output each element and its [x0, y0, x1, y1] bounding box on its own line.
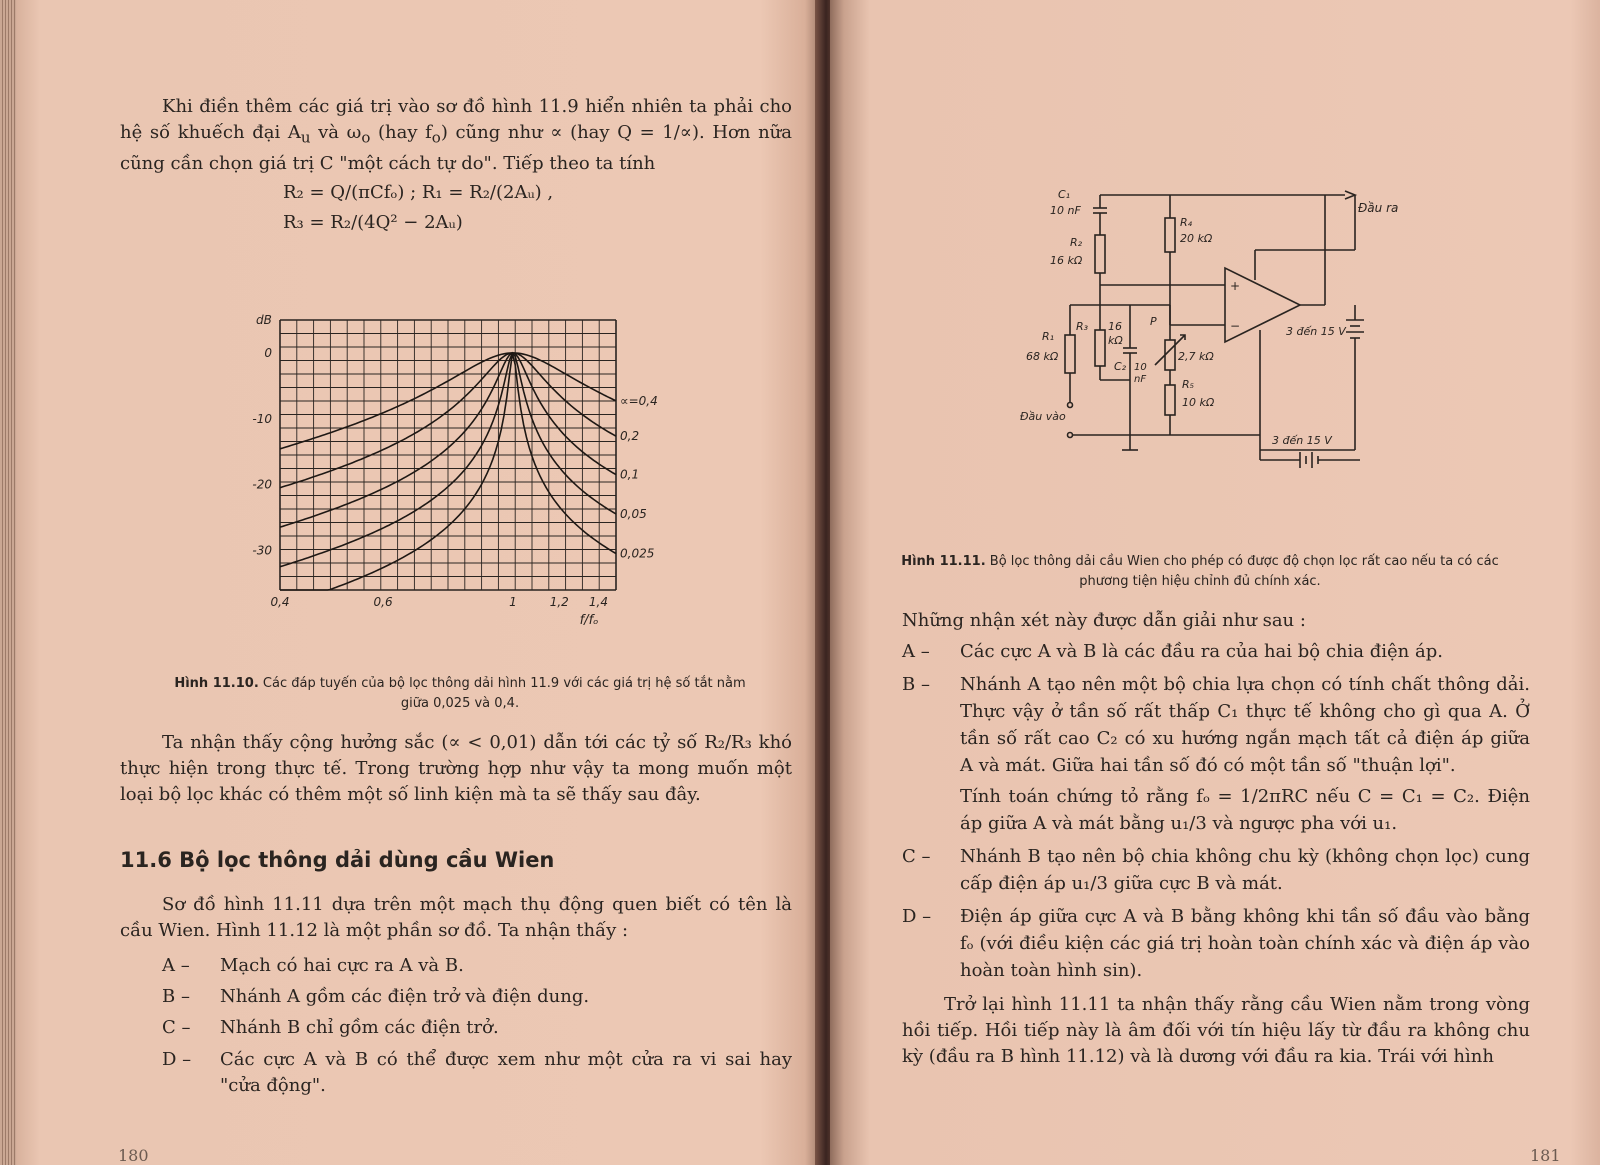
opamp-plus: + [1230, 279, 1241, 293]
x-tick-label: 1 [509, 595, 517, 609]
list-text: Nhánh A tạo nên một bộ chia lựa chọn có tính chất thông dải. Thực vậy ở tần số rất thấp C₁ thực tế không cho gì qua A. Ở tần số rất cao C₂ có xu hướng ngắn mạch tất cả điện áp giữa A và mát. Giữa hai tần số đó có một tần số "thuận lợi". [960, 674, 1530, 776]
right-page [830, 0, 1600, 1165]
section-heading: 11.6 Bộ lọc thông dải dùng cầu Wien [120, 848, 555, 872]
figure-11-11-caption [900, 552, 1500, 592]
right-body [902, 608, 1530, 1070]
list-item [902, 783, 1530, 837]
series-label: 0,025 [620, 546, 655, 561]
list-marker: A – [162, 955, 190, 976]
r1-label: R₁ [1042, 330, 1055, 343]
right-list [902, 638, 1530, 984]
list-item [162, 950, 792, 981]
paragraph-2-text: Ta nhận thấy cộng hưởng sắc (∝ < 0,01) dẫn tới các tỷ số R₂/R₃ khó thực hiện trong thực tế. Trong trường hợp như vậy ta mong muốn một loại bộ lọc khác có thêm một số linh kiện mà ta sẽ thấy sau đây. [120, 732, 792, 805]
r1-terminal [1068, 403, 1073, 408]
list-marker: C – [902, 846, 931, 867]
frequency-response-chart [240, 310, 680, 630]
p-label: P [1150, 315, 1157, 328]
x-tick-label: 0,6 [373, 595, 393, 609]
paragraph-3 [120, 892, 792, 1099]
r5-value: 10 kΩ [1182, 396, 1215, 409]
page-number-left: 180 [118, 1146, 149, 1165]
r4-value: 20 kΩ [1180, 232, 1213, 245]
r3-label: R₃ [1076, 320, 1089, 333]
y-tick-label: -30 [252, 543, 272, 558]
potentiometer-p [1165, 340, 1175, 370]
r3-value-b: kΩ [1108, 334, 1123, 347]
list-text: Điện áp giữa cực A và B bằng không khi tần số đầu vào bằng fₒ (với điều kiện các giá trị hoàn toàn chính xác và điện áp vào hoàn toàn hình sin). [960, 906, 1530, 981]
right-intro: Những nhận xét này được dẫn giải như sau : [902, 610, 1306, 631]
c1-value: 10 nF [1050, 204, 1081, 217]
list-text: Mạch có hai cực ra A và B. [220, 955, 464, 976]
caption-label: Hình 11.11. [901, 554, 986, 569]
list-text: Nhánh A gồm các điện trở và điện dung. [220, 986, 590, 1007]
input-terminal [1068, 433, 1073, 438]
c2-value-b: nF [1134, 374, 1147, 385]
intro-sub-3: o [431, 128, 441, 147]
figure-11-10-caption [160, 674, 760, 714]
list-item [902, 903, 1530, 984]
c1-label: C₁ [1058, 188, 1071, 201]
left-list [120, 950, 792, 1099]
list-text: Các cực A và B có thể được xem như một cửa ra vi sai hay "cửa động". [220, 1049, 792, 1096]
list-marker: D – [162, 1049, 192, 1070]
intro-sub-1: u [300, 128, 311, 147]
r3-value-a: 16 [1108, 320, 1122, 333]
y-tick-label: 0 [264, 345, 272, 360]
y-tick-label: -20 [252, 477, 272, 492]
supply-2-label: 3 đến 15 V [1272, 434, 1332, 447]
caption-text: Bộ lọc thông dải cầu Wien cho phép có được độ chọn lọc rất cao nếu ta có các phương tiện hiệu chỉnh đủ chính xác. [989, 554, 1499, 589]
c2-value-a: 10 [1134, 362, 1147, 373]
list-marker: D – [902, 906, 932, 927]
list-item [162, 1047, 792, 1099]
x-tick-label: 1,2 [549, 595, 569, 609]
y-tick-label: -10 [252, 411, 272, 426]
list-text: Nhánh B chỉ gồm các điện trở. [220, 1017, 499, 1038]
list-item [902, 671, 1530, 779]
list-item [162, 1012, 792, 1043]
list-text: Các cực A và B là các đầu ra của hai bộ chia điện áp. [960, 641, 1443, 662]
r5-resistor [1165, 385, 1175, 415]
list-text: Tính toán chứng tỏ rằng fₒ = 1/2πRC nếu C = C₁ = C₂. Điện áp giữa A và mát bằng u₁/3 và ngược pha với u₁. [960, 786, 1530, 834]
input-label: Đầu vào [1020, 410, 1066, 423]
wien-bridge-circuit [1010, 180, 1430, 480]
formula-2: R₃ = R₂/(4Q² − 2Aᵤ) [283, 212, 463, 233]
series-label: 0,1 [620, 467, 640, 482]
list-item [162, 981, 792, 1012]
r1-resistor [1065, 335, 1075, 373]
y-axis-label: dB [256, 313, 272, 327]
series-label: ∝=0,4 [620, 393, 658, 408]
output-label: Đầu ra [1358, 201, 1399, 215]
list-marker: B – [162, 986, 190, 1007]
r2-value: 16 kΩ [1050, 254, 1083, 267]
supply-1-label: 3 đến 15 V [1286, 325, 1346, 338]
x-axis-label: f/fₒ [579, 613, 599, 628]
opamp-minus: − [1230, 319, 1241, 333]
intro-text-2: và ω [310, 122, 362, 143]
r2-label: R₂ [1070, 236, 1083, 249]
caption-text: Các đáp tuyến của bộ lọc thông dải hình 11.9 với các giá trị hệ số tắt nằm giữa 0,025 và 0,4. [262, 676, 746, 711]
output-arrow-icon [1345, 191, 1355, 199]
page-number-right: 181 [1530, 1146, 1561, 1165]
intro-text-1: Khi điền thêm các giá trị vào sơ đồ hình 11.9 hiển nhiên ta phải cho hệ số khuếch đại A [120, 96, 792, 143]
right-closing: Trở lại hình 11.11 ta nhận thấy rằng cầu Wien nằm trong vòng hồi tiếp. Hồi tiếp này là âm đối với tín hiệu lấy từ đầu ra không chu kỳ (đầu ra B hình 11.12) và là dương với đầu ra kia. Trái với hình [902, 994, 1530, 1067]
r1-value: 68 kΩ [1026, 350, 1059, 363]
list-marker: A – [902, 641, 930, 662]
list-marker: B – [902, 674, 930, 695]
r5-label: R₅ [1182, 378, 1195, 391]
r2-resistor [1095, 235, 1105, 273]
list-item [902, 843, 1530, 897]
x-tick-label: 1,4 [588, 595, 609, 609]
intro-paragraph [120, 94, 792, 177]
series-label: 0,05 [620, 506, 647, 521]
x-tick-label: 0,4 [270, 595, 290, 609]
page-edges [0, 0, 16, 1165]
intro-text-4: ) cũng như ∝ (hay Q = 1/∝). Hơn nữa cũng cần chọn giá trị C "một cách tự do". Tiếp theo ta tính [120, 122, 793, 174]
intro-sub-2: o [361, 128, 371, 147]
p-value: 2,7 kΩ [1178, 350, 1214, 363]
caption-label: Hình 11.10. [174, 676, 259, 691]
formula-1: R₂ = Q/(πCfₒ) ; R₁ = R₂/(2Aᵤ) , [283, 182, 554, 203]
list-text: Nhánh B tạo nên bộ chia không chu kỳ (không chọn lọc) cung cấp điện áp u₁/3 giữa cực B và mát. [960, 846, 1530, 894]
r3-resistor [1095, 330, 1105, 366]
list-item [902, 638, 1530, 665]
paragraph-3-text: Sơ đồ hình 11.11 dựa trên một mạch thụ động quen biết có tên là cầu Wien. Hình 11.12 là một phần sơ đồ. Ta nhận thấy : [120, 894, 792, 941]
series-label: 0,2 [620, 429, 640, 444]
paragraph-2 [120, 730, 792, 808]
r4-resistor [1165, 218, 1175, 252]
intro-text-3: (hay f [370, 122, 432, 143]
r4-label: R₄ [1180, 216, 1193, 229]
c2-label: C₂ [1114, 360, 1127, 373]
list-marker: C – [162, 1017, 191, 1038]
